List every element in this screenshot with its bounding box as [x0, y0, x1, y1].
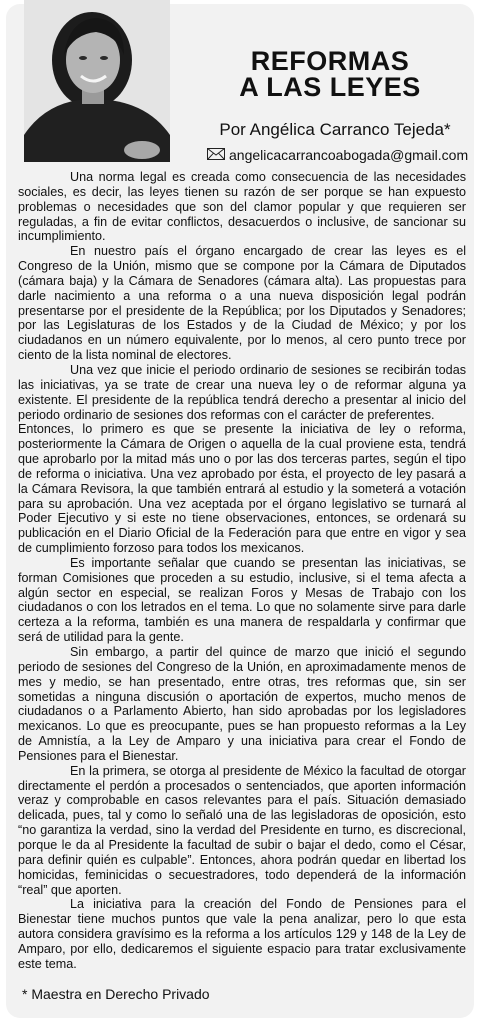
paragraph-4: Entonces, lo primero es que se presente la iniciativa de ley o reforma, posteriormente la Cámara de Origen o aquella de la cual proviene esta, tendrá que aprobarlo por la mitad más uno o por las dos terceras partes, según el tipo de reforma o iniciativa. Una vez aprobado por ésta, el proyecto de ley pasará a la Cámara Revisora, la que también entrará al estudio y la someterá a votación para su aprobación. Una vez aceptada por el órgano legislativo se turnará al Poder Ejecutivo y si este no tiene observaciones, entonces, se ordenará su publicación en el Diario Oficial de la Federación para que entre en vigor y sea de cumplimiento forzoso para todos los mexicanos. — [18, 422, 466, 556]
paragraph-2: En nuestro país el órgano encargado de crear las leyes es el Congreso de la Unión, mismo que se compone por la Cámara de Diputados (cámara baja) y la Cámara de Senadores (cámara alta). Las propuestas para darle nacimiento a una reforma o a una nueva disposición legal podrán presentarse por el presidente de la República; por los Diputados y Senadores; por las Legislaturas de los Estados y de la Ciudad de México; y por los ciudadanos en un número equivalente, por lo menos, al cero punto trece por ciento de la lista nominal de electores. — [18, 244, 466, 363]
author-photo — [24, 0, 170, 162]
paragraph-3: Una vez que inicie el periodo ordinario de sesiones se recibirán todas las iniciativas, ya se trate de crear una nueva ley o de reformar alguna ya existente. El presidente de la república tendrá derecho a presentar al inicio del periodo ordinario de sesiones dos reformas con el carácter de preferentes. — [18, 362, 466, 422]
article-title — [200, 48, 460, 100]
email-text: angelicacarrancoabogada@gmail.com — [229, 147, 469, 163]
paragraph-8: La iniciativa para la creación del Fondo de Pensiones para el Bienestar tiene muchos puntos que vale la pena analizar, pero lo que esta autora considera gravísimo es la reforma a los artículos 129 y 148 de la Ley de Amparo, por ello, dedicaremos el siguiente espacio para tratar exclusivamente este tema. — [18, 897, 466, 971]
author-footnote: * Maestra en Derecho Privado — [22, 986, 210, 1002]
envelope-icon — [207, 147, 225, 163]
paragraph-6: Sin embargo, a partir del quince de marzo que inició el segundo periodo de sesiones del Congreso de la Unión, en aproximadamente menos de mes y medio, se han presentado, entre otras, tres reformas que, sin ser sometidas a ninguna discusión o aportación de expertos, mucho menos de ciudadanos o a Parlamento Abierto, han sido aprobadas por los legisladores mexicanos. Lo que es preocupante, pues se han propuesto reformas a la Ley de Amnistía, a la Ley de Amparo y una iniciativa para crear el Fondo de Pensiones para el Bienestar. — [18, 645, 466, 763]
article-body — [18, 170, 466, 972]
paragraph-7: En la primera, se otorga al presidente de México la facultad de otorgar directamente el perdón a procesados o sentenciados, que aporten información veraz y comprobable en casos relevantes para el país. Situación demasiado delicada, pues, tal y como lo señaló una de las legisladoras de oposición, esto “no garantiza la verdad, sino la verdad del Presidente en turno, es discrecional, porque le da al Presidente la facultad de subir o bajar el dedo, como el César, para definir quién es culpable”. Entonces, ahora podrán quedar en libertad los homicidas, feminicidas o secuestradores, todo dependerá de la información “real” que aporten. — [18, 763, 466, 897]
paragraph-5: Es importante señalar que cuando se presentan las iniciativas, se forman Comisiones que proceden a su estudio, inclusive, si el tema afecta a algún sector en especial, se realizan Foros y Mesas de Trabajo con los ciudadanos o con los letrados en el tema. Lo que no solamente sirve para darle certeza a la reforma, también es una manera de respaldarla y confirmar que será de utilidad para la gente. — [18, 555, 466, 645]
title-line-2: A LAS LEYES — [239, 72, 421, 102]
author-email[interactable] — [207, 147, 467, 163]
author-byline: Por Angélica Carranco Tejeda* — [219, 120, 451, 139]
title-line-1: REFORMAS — [250, 46, 410, 76]
paragraph-1: Una norma legal es creada como consecuencia de las necesidades sociales, es decir, las leyes tienen su razón de ser porque se han expuesto problemas o necesidades que son del clamor popular y que requieren ser reguladas, a fin de evitar conflictos, desacuerdos o inclusive, de sancionar su incumplimiento. — [18, 170, 466, 244]
